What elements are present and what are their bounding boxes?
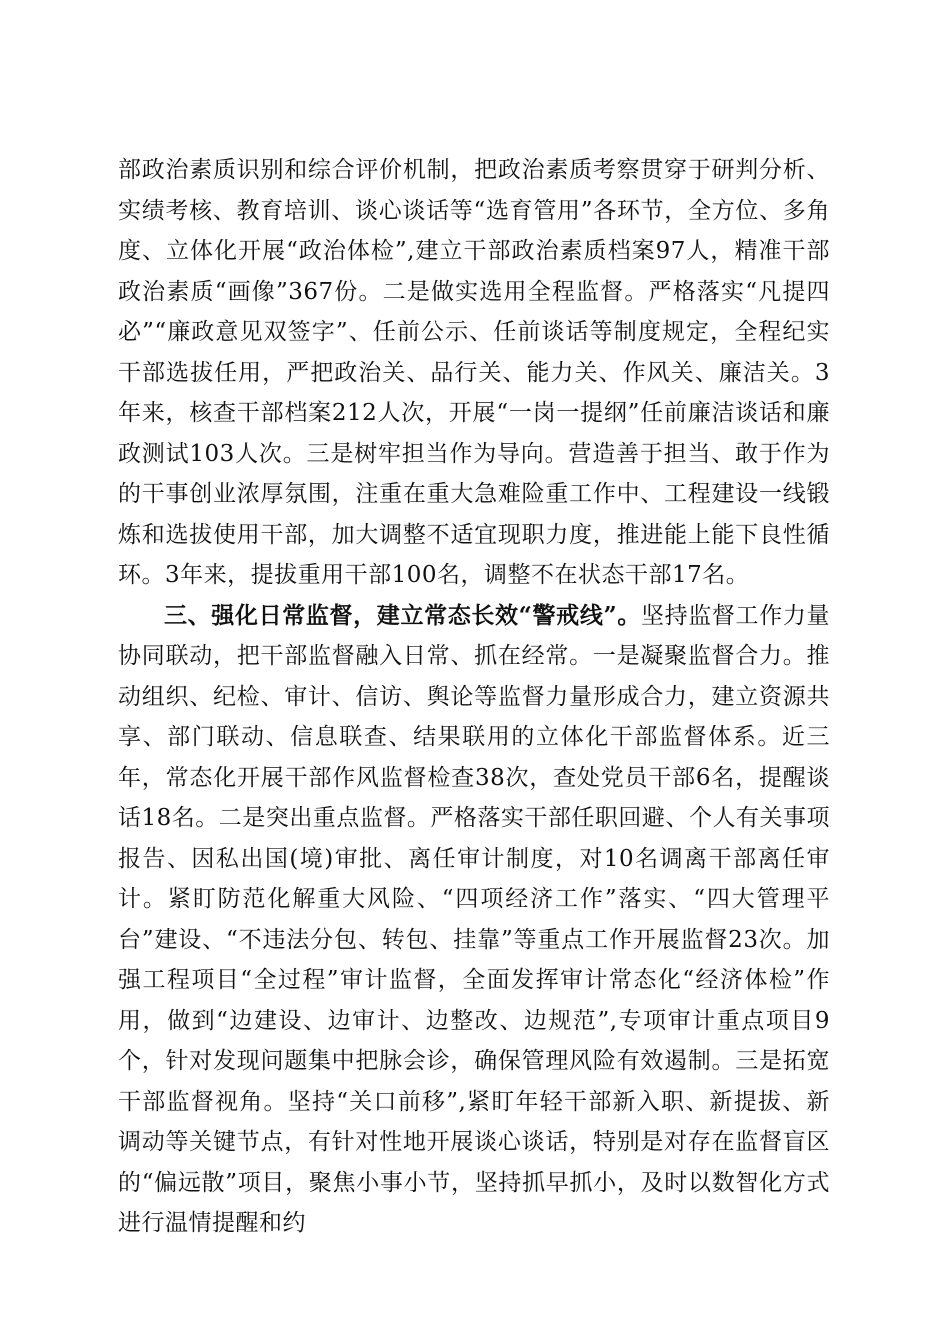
document-body <box>118 150 830 1244</box>
section-body-text: 坚持监督工作力量协同联动，把干部监督融入日常、抓在经常。一是凝聚监督合力。推动组织、纪检、审计、信访、舆论等监督力量形成合力，建立资源共享、部门联动、信息联查、结果联用的立体化干部监督体系。近三年，常态化开展干部作风监督检查38次，查处党员干部6名，提醒谈话18名。二是突出重点监督。严格落实干部任职回避、个人有关事项报告、因私出国(境)审批、离任审计制度，对10名调离干部离任审计。紧盯防范化解重大风险、“四项经济工作”落实、“四大管理平台”建设、“不违法分包、转包、挂靠”等重点工作开展监督23次。加强工程项目“全过程”审计监督，全面发挥审计常态化“经济体检”作用，做到“边建设、边审计、边整改、边规范”,专项审计重点项目9个，针对发现问题集中把脉会诊，确保管理风险有效遏制。三是拓宽干部监督视角。坚持“关口前移”,紧盯年轻干部新入职、新提拔、新调动等关键节点，有针对性地开展谈心谈话，特别是对存在监督盲区的“偏远散”项目，聚焦小事小节，坚持抓早抓小，及时以数智化方式进行温情提醒和约 <box>118 602 830 1236</box>
paragraph-section-three <box>118 596 830 1244</box>
paragraph-continuation: 部政治素质识别和综合评价机制，把政治素质考察贯穿于研判分析、实绩考核、教育培训、谈心谈话等“选育管用”各环节，全方位、多角度、立体化开展“政治体检”,建立干部政治素质档案97人，精准干部政治素质“画像”367份。二是做实选用全程监督。严格落实“凡提四必”“廉政意见双签字”、任前公示、任前谈话等制度规定，全程纪实干部选拔任用，严把政治关、品行关、能力关、作风关、廉洁关。3年来，核查干部档案212人次，开展“一岗一提纲”任前廉洁谈话和廉政测试103人次。三是树牢担当作为导向。营造善于担当、敢于作为的干事创业浓厚氛围，注重在重大急难险重工作中、工程建设一线锻炼和选拔使用干部，加大调整不适宜现职力度，推进能上能下良性循环。3年来，提拔重用干部100名，调整不在状态干部17名。 <box>118 157 830 588</box>
section-heading: 三、强化日常监督，建立常态长效“警戒线”。 <box>164 601 641 629</box>
